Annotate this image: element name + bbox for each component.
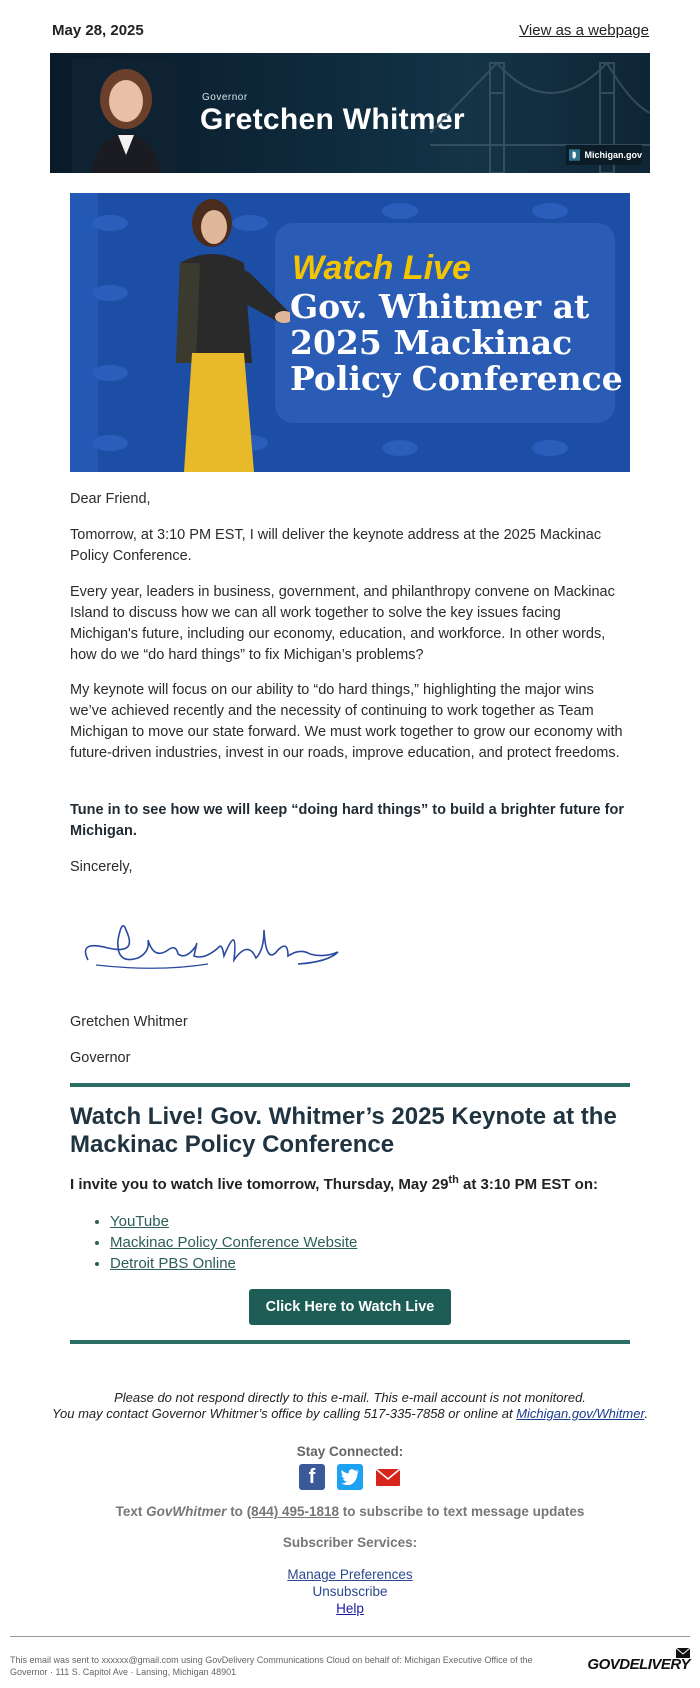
- governor-label: Governor: [202, 92, 248, 103]
- signer-title: Governor: [70, 1050, 131, 1066]
- michigan-gov-whitmer-link[interactable]: Michigan.gov/Whitmer: [516, 1406, 645, 1421]
- governor-speaking-image: [140, 193, 290, 472]
- watch-invite-text: I invite you to watch live tomorrow, Thursday, May 29th at 3:10 PM EST on:: [70, 1174, 599, 1193]
- stay-connected-label: Stay Connected:: [296, 1444, 404, 1459]
- text-subscribe-line: Text GovWhitmer to (844) 495-1818 to subscribe to text message updates: [115, 1504, 585, 1519]
- subscriber-services-heading: Subscriber Services:: [282, 1535, 418, 1550]
- view-as-webpage-link[interactable]: View as a webpage: [519, 22, 649, 39]
- watch-section-title: Watch Live! Gov. Whitmer’s 2025 Keynote at the Mackinac Policy Conference: [70, 1103, 617, 1158]
- list-item: [110, 1253, 357, 1274]
- letter-paragraph-1: Tomorrow, at 3:10 PM EST, I will deliver the keynote address at the 2025 Mackinac Policy Conference.: [70, 527, 602, 564]
- letter-paragraph-2: Every year, leaders in business, government, and philanthropy convene on Mackinac Island to discuss how we can all work together to solve the key issues facing Michigan's future, including our economy, education, and workforce. In other words, how do we “do hard things” to fix Michigan’s problems?: [70, 584, 615, 663]
- facebook-icon[interactable]: f: [299, 1464, 325, 1490]
- email-icon[interactable]: [375, 1464, 401, 1490]
- manage-preferences-link[interactable]: Manage Preferences: [287, 1567, 413, 1582]
- section-divider-bottom: [70, 1340, 630, 1344]
- governor-header-banner: [50, 53, 650, 173]
- hero-line-3: Policy Conference: [290, 359, 623, 398]
- signer-name: Gretchen Whitmer: [70, 1014, 188, 1030]
- detroit-pbs-online-link[interactable]: Detroit PBS Online: [110, 1255, 236, 1272]
- governor-portrait-image: [72, 59, 180, 173]
- social-icons: [299, 1464, 401, 1490]
- hero-line-1: Gov. Whitmer at: [290, 287, 590, 326]
- section-divider-top: [70, 1083, 630, 1087]
- hero-watch-live-text: Watch Live: [292, 249, 471, 287]
- no-reply-notice: Please do not respond directly to this e-mail. This e-mail account is not monitored.: [114, 1390, 586, 1405]
- sms-phone-link[interactable]: (844) 495-1818: [246, 1504, 340, 1519]
- michigan-map-icon: [569, 147, 580, 163]
- letter-paragraph-4: Tune in to see how we will keep “doing hard things” to build a brighter future for Michigan.: [70, 802, 624, 839]
- watch-links-list: [110, 1211, 357, 1274]
- footer-disclaimer: This email was sent to xxxxxx@gmail.com using GovDelivery Communications Cloud on behalf of: Michigan Executive Office of the Governor · 111 S. Capitol Ave · Lansing, Michigan 48901: [10, 1655, 533, 1677]
- list-item: [110, 1232, 357, 1253]
- letter-paragraph-3: My keynote will focus on our ability to “do hard things,” highlighting the major wins we’ve achieved recently and the necessity of continuing to work together as Team Michigan to move our state forward. We must work together to grow our economy with future-driven industries, invest in our roads, improve education, and protect freedoms.: [70, 682, 623, 761]
- govdelivery-logo[interactable]: GOVDELIVERY: [587, 1656, 690, 1673]
- letter-greeting: Dear Friend,: [70, 491, 151, 507]
- letter-closing: Sincerely,: [70, 859, 133, 875]
- governor-signature-image: [78, 910, 348, 980]
- twitter-icon[interactable]: [337, 1464, 363, 1490]
- youtube-link[interactable]: YouTube: [110, 1213, 169, 1230]
- watch-live-hero-image: [70, 193, 630, 472]
- michigan-gov-badge: [566, 145, 642, 165]
- hero-line-2: 2025 Mackinac: [290, 323, 573, 362]
- mackinac-conference-website-link[interactable]: Mackinac Policy Conference Website: [110, 1234, 358, 1251]
- governor-name: Gretchen Whitmer: [200, 103, 465, 136]
- contact-notice: You may contact Governor Whitmer’s office by calling 517-335-7858 or online at Michigan.gov/Whitmer.: [52, 1406, 648, 1421]
- michigan-gov-text: Michigan.gov: [584, 150, 642, 160]
- top-bar: [52, 22, 649, 44]
- help-link[interactable]: Help: [336, 1601, 364, 1616]
- list-item: [110, 1211, 357, 1232]
- watch-live-button[interactable]: Click Here to Watch Live: [249, 1289, 451, 1325]
- unsubscribe-link[interactable]: Unsubscribe: [312, 1584, 388, 1599]
- email-date: May 28, 2025: [52, 22, 144, 39]
- footer-divider: [10, 1636, 690, 1637]
